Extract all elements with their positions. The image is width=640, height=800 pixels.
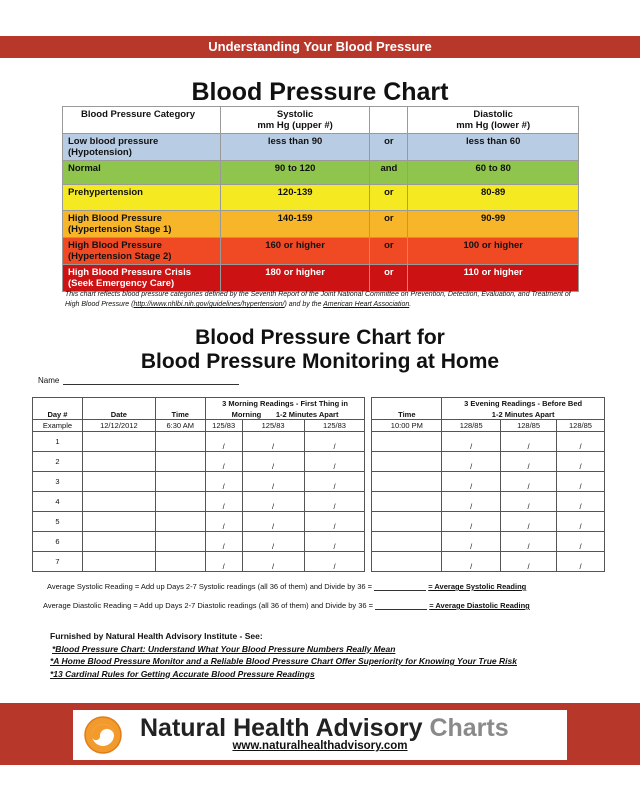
conjunction: or xyxy=(370,265,408,292)
time-cell[interactable] xyxy=(155,492,205,512)
gap xyxy=(365,472,372,492)
row-category: Normal xyxy=(63,161,221,185)
name-field[interactable] xyxy=(63,377,239,385)
monitoring-title-line1: Blood Pressure Chart for xyxy=(195,326,445,349)
chart-footnote xyxy=(65,290,575,310)
date-cell[interactable] xyxy=(82,452,155,472)
col-systolic xyxy=(220,107,370,134)
day-row xyxy=(33,512,605,532)
avg-systolic-field[interactable] xyxy=(374,584,426,591)
diastolic-value: 100 or higher xyxy=(408,238,579,265)
hdr-morning-sub: Morning 1-2 Minutes Apart xyxy=(205,410,365,420)
avg-diastolic-row xyxy=(43,601,530,610)
col-systolic-label: Systolic xyxy=(276,109,314,120)
col-diastolic-label: Diastolic xyxy=(473,109,513,120)
bp-category-table xyxy=(62,106,579,292)
reading-cell-m1[interactable]: / xyxy=(205,552,242,572)
day-rows xyxy=(33,432,605,572)
row-category xyxy=(63,238,221,265)
header-row-bottom xyxy=(33,410,605,420)
furnished-section xyxy=(50,630,517,680)
col-diastolic-unit: mm Hg (lower #) xyxy=(456,120,531,131)
time-cell[interactable] xyxy=(155,552,205,572)
avg-diastolic-field[interactable] xyxy=(375,603,427,610)
reading-cell-m2[interactable]: / xyxy=(242,552,304,572)
time-cell[interactable] xyxy=(155,512,205,532)
etime-cell[interactable] xyxy=(372,552,442,572)
hdr-evening-time: Time xyxy=(372,410,442,420)
article-link-2[interactable]: *A Home Blood Pressure Monitor and a Reliable Blood Pressure Chart Offer Superiority for Knowing Your True Risk xyxy=(50,656,517,666)
header-row-top xyxy=(33,398,605,410)
reading-cell-m2[interactable]: / xyxy=(242,432,304,452)
diastolic-value: 60 to 80 xyxy=(408,161,579,185)
systolic-value: 180 or higher xyxy=(220,265,370,292)
hdr-time: Time xyxy=(155,410,205,420)
reading-cell-m1[interactable]: / xyxy=(205,472,242,492)
row-normal xyxy=(63,161,579,185)
example-day: Example xyxy=(33,420,83,432)
row-category: Prehypertension xyxy=(63,185,221,211)
day-number: 5 xyxy=(33,512,83,532)
reading-cell-m2[interactable]: / xyxy=(242,492,304,512)
cat-line2: (Hypertension Stage 1) xyxy=(68,224,172,235)
article-link-3[interactable]: *13 Cardinal Rules for Getting Accurate Blood Pressure Readings xyxy=(50,668,315,679)
diastolic-value: 90-99 xyxy=(408,211,579,238)
reading-cell-e1[interactable]: / xyxy=(442,552,501,572)
reading-cell-e3[interactable]: / xyxy=(557,432,605,452)
reading-cell-e2[interactable]: / xyxy=(501,472,557,492)
day-row xyxy=(33,432,605,452)
avg-diastolic-result: = Average Diastolic Reading xyxy=(429,601,530,610)
reading-log-table xyxy=(32,397,605,572)
hdr-time-top xyxy=(155,398,205,410)
nhlbi-link[interactable]: http://www.nhlbi.nih.gov/guidelines/hypertension/ xyxy=(133,301,285,308)
brand-suffix: Charts xyxy=(429,714,509,742)
reading-cell-e2[interactable]: / xyxy=(501,452,557,472)
example-evening-3: 128/85 xyxy=(557,420,605,432)
reading-cell-e1[interactable]: / xyxy=(442,532,501,552)
day-row xyxy=(33,532,605,552)
row-category xyxy=(63,265,221,292)
brand-name xyxy=(140,714,509,743)
name-label: Name xyxy=(38,376,60,385)
aha-link[interactable]: American Heart Association xyxy=(323,301,410,308)
reading-cell-e3[interactable]: / xyxy=(557,472,605,492)
monitoring-title-line2: Blood Pressure Monitoring at Home xyxy=(140,350,500,373)
col-diastolic xyxy=(408,107,579,134)
systolic-value: 120-139 xyxy=(220,185,370,211)
time-cell[interactable] xyxy=(155,472,205,492)
etime-cell[interactable] xyxy=(372,492,442,512)
example-morning-1: 125/83 xyxy=(205,420,242,432)
footnote-text: . xyxy=(409,301,412,308)
footnote-text: This chart reflects blood pressure categories defined by the Seventh Report of the Joint National Committee on Prevention, Detection, Evaluation, and Treatment of High Blood Pressure ( xyxy=(65,291,571,308)
example-time: 6:30 AM xyxy=(155,420,205,432)
row-category xyxy=(63,134,221,161)
diastolic-value: 110 or higher xyxy=(408,265,579,292)
row-low xyxy=(63,134,579,161)
day-row xyxy=(33,452,605,472)
reading-cell-e2[interactable]: / xyxy=(501,512,557,532)
example-evening-2: 128/85 xyxy=(501,420,557,432)
day-row xyxy=(33,472,605,492)
systolic-value: 160 or higher xyxy=(220,238,370,265)
chart-title: Blood Pressure Chart xyxy=(191,78,449,106)
conjunction: or xyxy=(370,211,408,238)
cat-line1: Low blood pressure xyxy=(68,136,159,147)
diastolic-value: 80-89 xyxy=(408,185,579,211)
reading-cell-m2[interactable]: / xyxy=(242,512,304,532)
reading-cell-e3[interactable]: / xyxy=(557,492,605,512)
monitoring-title xyxy=(0,326,640,374)
example-row xyxy=(33,420,605,432)
example-morning-3: 125/83 xyxy=(304,420,365,432)
website-link[interactable]: www.naturalhealthadvisory.com xyxy=(232,740,408,752)
article-link-1[interactable]: *Blood Pressure Chart: Understand What Your Blood Pressure Numbers Really Mean xyxy=(52,643,396,654)
row-stage1 xyxy=(63,211,579,238)
reading-cell-m1[interactable]: / xyxy=(205,452,242,472)
reading-cell-m1[interactable]: / xyxy=(205,532,242,552)
date-cell[interactable] xyxy=(82,432,155,452)
time-cell[interactable] xyxy=(155,452,205,472)
reading-cell-e2[interactable]: / xyxy=(501,552,557,572)
cat-line1: High Blood Pressure xyxy=(68,240,162,251)
etime-cell[interactable] xyxy=(372,512,442,532)
reading-cell-e3[interactable]: / xyxy=(557,512,605,532)
reading-cell-m2[interactable]: / xyxy=(242,452,304,472)
hdr-evening-sub: 1-2 Minutes Apart xyxy=(442,410,605,420)
gap xyxy=(365,552,372,572)
avg-systolic-text: Average Systolic Reading = Add up Days 2-7 Systolic readings (all 36 of them) and Divide by 36 = xyxy=(47,582,373,591)
hdr-day-top xyxy=(33,398,83,410)
reading-cell-e3[interactable]: / xyxy=(557,532,605,552)
col-systolic-unit: mm Hg (upper #) xyxy=(257,120,333,131)
gap xyxy=(365,398,372,410)
conjunction: and xyxy=(370,161,408,185)
conjunction: or xyxy=(370,185,408,211)
day-row xyxy=(33,492,605,512)
day-number: 7 xyxy=(33,552,83,572)
example-date: 12/12/2012 xyxy=(82,420,155,432)
time-cell[interactable] xyxy=(155,532,205,552)
reading-cell-e2[interactable]: / xyxy=(501,492,557,512)
reading-cell-m3[interactable]: / xyxy=(304,452,365,472)
reading-cell-e1[interactable]: / xyxy=(442,432,501,452)
footer-card xyxy=(73,710,567,760)
reading-cell-e1[interactable]: / xyxy=(442,512,501,532)
systolic-value: less than 90 xyxy=(220,134,370,161)
reading-cell-m1[interactable]: / xyxy=(205,432,242,452)
cat-line2: (Hypotension) xyxy=(68,147,132,158)
furnished-intro: Furnished by Natural Health Advisory Institute - See: xyxy=(50,631,263,641)
systolic-value: 90 to 120 xyxy=(220,161,370,185)
gap xyxy=(365,432,372,452)
reading-cell-e2[interactable]: / xyxy=(501,432,557,452)
etime-cell[interactable] xyxy=(372,432,442,452)
gap xyxy=(365,410,372,420)
reading-cell-m2[interactable]: / xyxy=(242,472,304,492)
diastolic-value: less than 60 xyxy=(408,134,579,161)
day-number: 1 xyxy=(33,432,83,452)
row-stage2 xyxy=(63,238,579,265)
col-conj xyxy=(370,107,408,134)
hdr-evening-time-top xyxy=(372,398,442,410)
reading-cell-m3[interactable]: / xyxy=(304,432,365,452)
cat-line1: High Blood Pressure xyxy=(68,213,162,224)
etime-cell[interactable] xyxy=(372,452,442,472)
reading-cell-m1[interactable]: / xyxy=(205,492,242,512)
day-number: 3 xyxy=(33,472,83,492)
reading-cell-e2[interactable]: / xyxy=(501,532,557,552)
reading-cell-e1[interactable]: / xyxy=(442,492,501,512)
hdr-day: Day # xyxy=(33,410,83,420)
avg-systolic-row xyxy=(47,582,526,591)
hdr-date-top xyxy=(82,398,155,410)
row-category xyxy=(63,211,221,238)
day-number: 6 xyxy=(33,532,83,552)
reading-cell-e3[interactable]: / xyxy=(557,452,605,472)
time-cell[interactable] xyxy=(155,432,205,452)
date-cell[interactable] xyxy=(82,492,155,512)
gap xyxy=(365,492,372,512)
day-row xyxy=(33,552,605,572)
avg-systolic-result: = Average Systolic Reading xyxy=(428,582,527,591)
etime-cell[interactable] xyxy=(372,532,442,552)
hdr-morning: 3 Morning Readings - First Thing in xyxy=(205,398,365,410)
etime-cell[interactable] xyxy=(372,472,442,492)
conjunction: or xyxy=(370,134,408,161)
hdr-evening: 3 Evening Readings - Before Bed xyxy=(442,398,605,410)
gap xyxy=(365,452,372,472)
example-evening-time: 10:00 PM xyxy=(372,420,442,432)
example-morning-2: 125/83 xyxy=(242,420,304,432)
hdr-date: Date xyxy=(82,410,155,420)
reading-cell-e3[interactable]: / xyxy=(557,552,605,572)
day-number: 2 xyxy=(33,452,83,472)
reading-cell-m3[interactable]: / xyxy=(304,532,365,552)
cat-line2: (Seek Emergency Care) xyxy=(68,278,175,289)
top-banner: Understanding Your Blood Pressure xyxy=(0,36,640,58)
gap xyxy=(365,420,372,432)
reading-cell-m3[interactable]: / xyxy=(304,492,365,512)
name-row xyxy=(38,376,239,385)
brand-main: Natural Health Advisory xyxy=(140,714,423,742)
cat-line1: High Blood Pressure Crisis xyxy=(68,267,192,278)
reading-cell-m3[interactable]: / xyxy=(304,552,365,572)
reading-cell-m1[interactable]: / xyxy=(205,512,242,532)
reading-cell-m2[interactable]: / xyxy=(242,532,304,552)
gap xyxy=(365,512,372,532)
reading-cell-e1[interactable]: / xyxy=(442,452,501,472)
reading-cell-m3[interactable]: / xyxy=(304,472,365,492)
systolic-value: 140-159 xyxy=(220,211,370,238)
footnote-text: ) and by the xyxy=(284,301,324,308)
row-prehypertension xyxy=(63,185,579,211)
date-cell[interactable] xyxy=(82,552,155,572)
col-category: Blood Pressure Category xyxy=(63,107,221,134)
date-cell[interactable] xyxy=(82,532,155,552)
reading-cell-e1[interactable]: / xyxy=(442,472,501,492)
conjunction: or xyxy=(370,238,408,265)
avg-diastolic-text: Average Diastolic Reading = Add up Days 2-7 Diastolic readings (all 36 of them) and Divide by 36 = xyxy=(43,601,374,610)
day-number: 4 xyxy=(33,492,83,512)
date-cell[interactable] xyxy=(82,472,155,492)
cat-line2: (Hypertension Stage 2) xyxy=(68,251,172,262)
gap xyxy=(365,532,372,552)
date-cell[interactable] xyxy=(82,512,155,532)
reading-cell-m3[interactable]: / xyxy=(304,512,365,532)
example-evening-1: 128/85 xyxy=(442,420,501,432)
row-crisis xyxy=(63,265,579,292)
